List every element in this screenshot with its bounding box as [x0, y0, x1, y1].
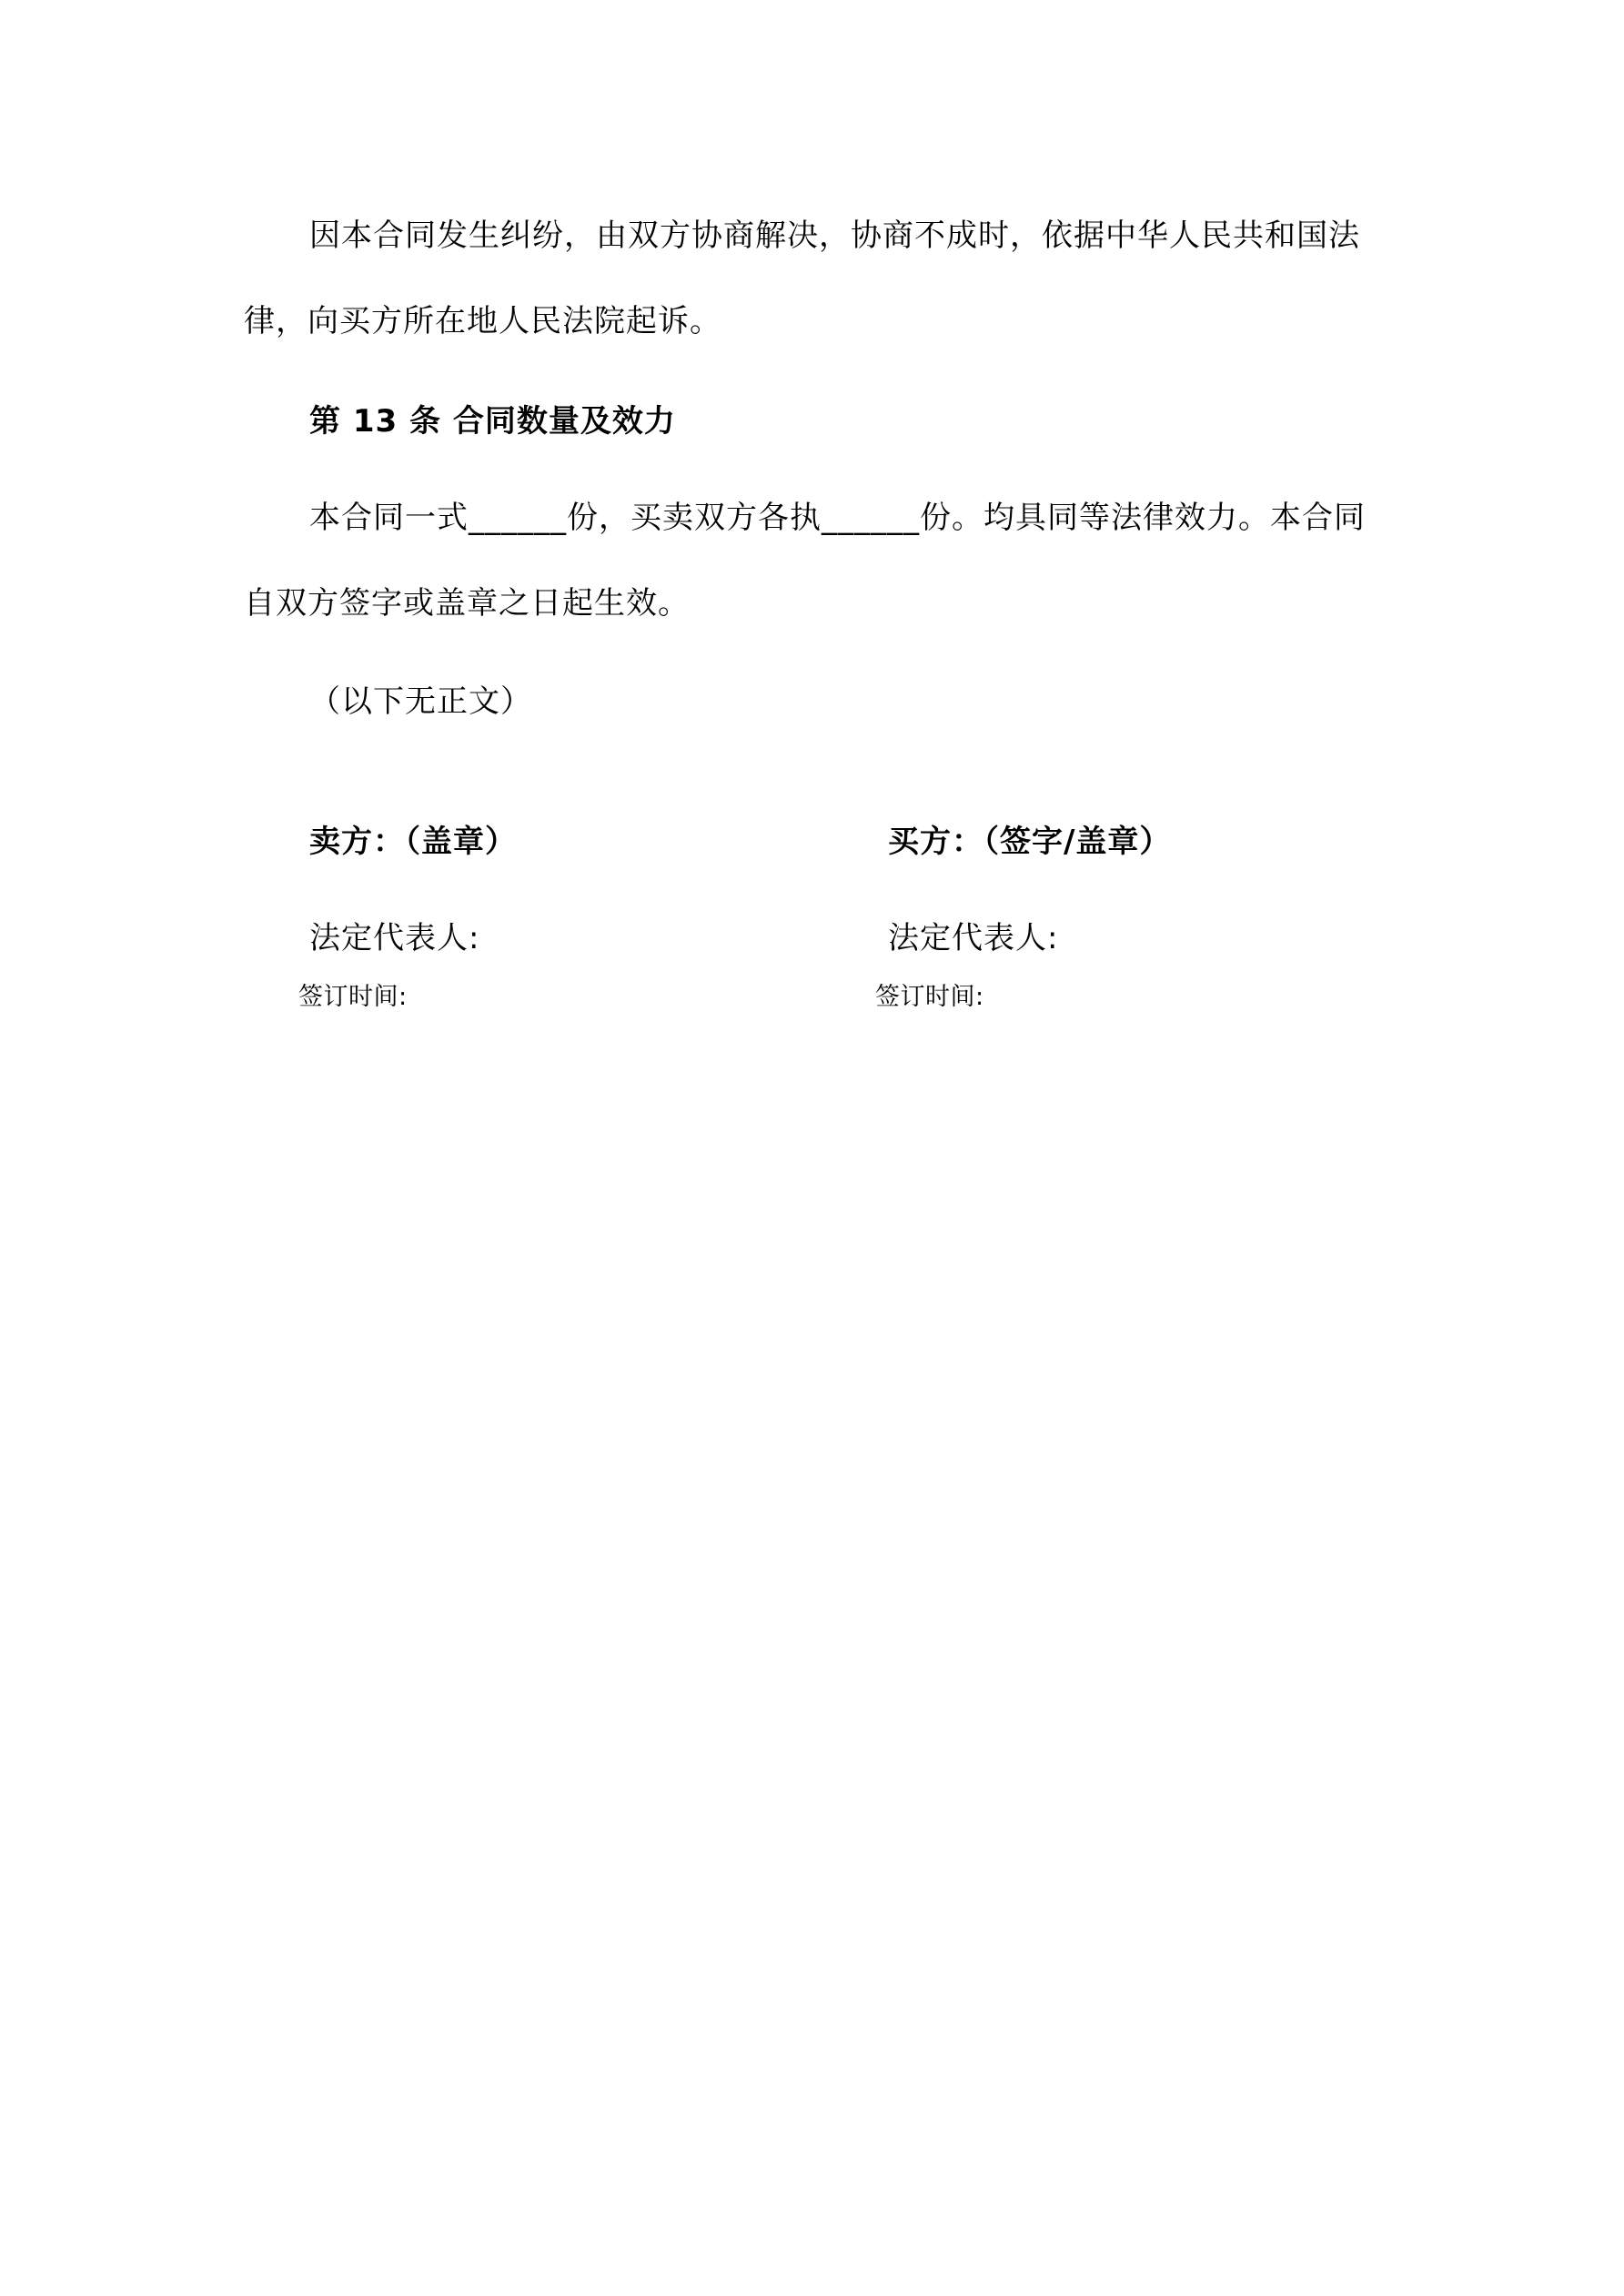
buyer-legal-representative: 法定代表人:: [888, 920, 1059, 956]
dispute-clause-line-1: 因本合同发生纠纷，由双方协商解决，协商不成时，依据中华人民共和国法: [309, 217, 1360, 254]
article-13-text-line-1: 本合同一式______份，买卖双方各执______份。均具同等法律效力。本合同: [309, 500, 1366, 536]
seller-signature-heading: 卖方：（盖章）: [309, 824, 517, 860]
buyer-signing-date: 签订时间:: [875, 983, 984, 1011]
seller-signing-date: 签订时间:: [298, 983, 408, 1011]
buyer-signature-heading: 买方：（签字/盖章）: [888, 824, 1172, 860]
dispute-clause-line-2: 律，向买方所在地人民法院起诉。: [244, 303, 721, 339]
end-of-text-note: （以下无正文）: [309, 683, 532, 720]
seller-legal-representative: 法定代表人:: [309, 920, 480, 956]
article-13-text-line-2: 自双方签字或盖章之日起生效。: [244, 585, 690, 622]
article-13-heading: 第 13 条 合同数量及效力: [309, 403, 676, 440]
